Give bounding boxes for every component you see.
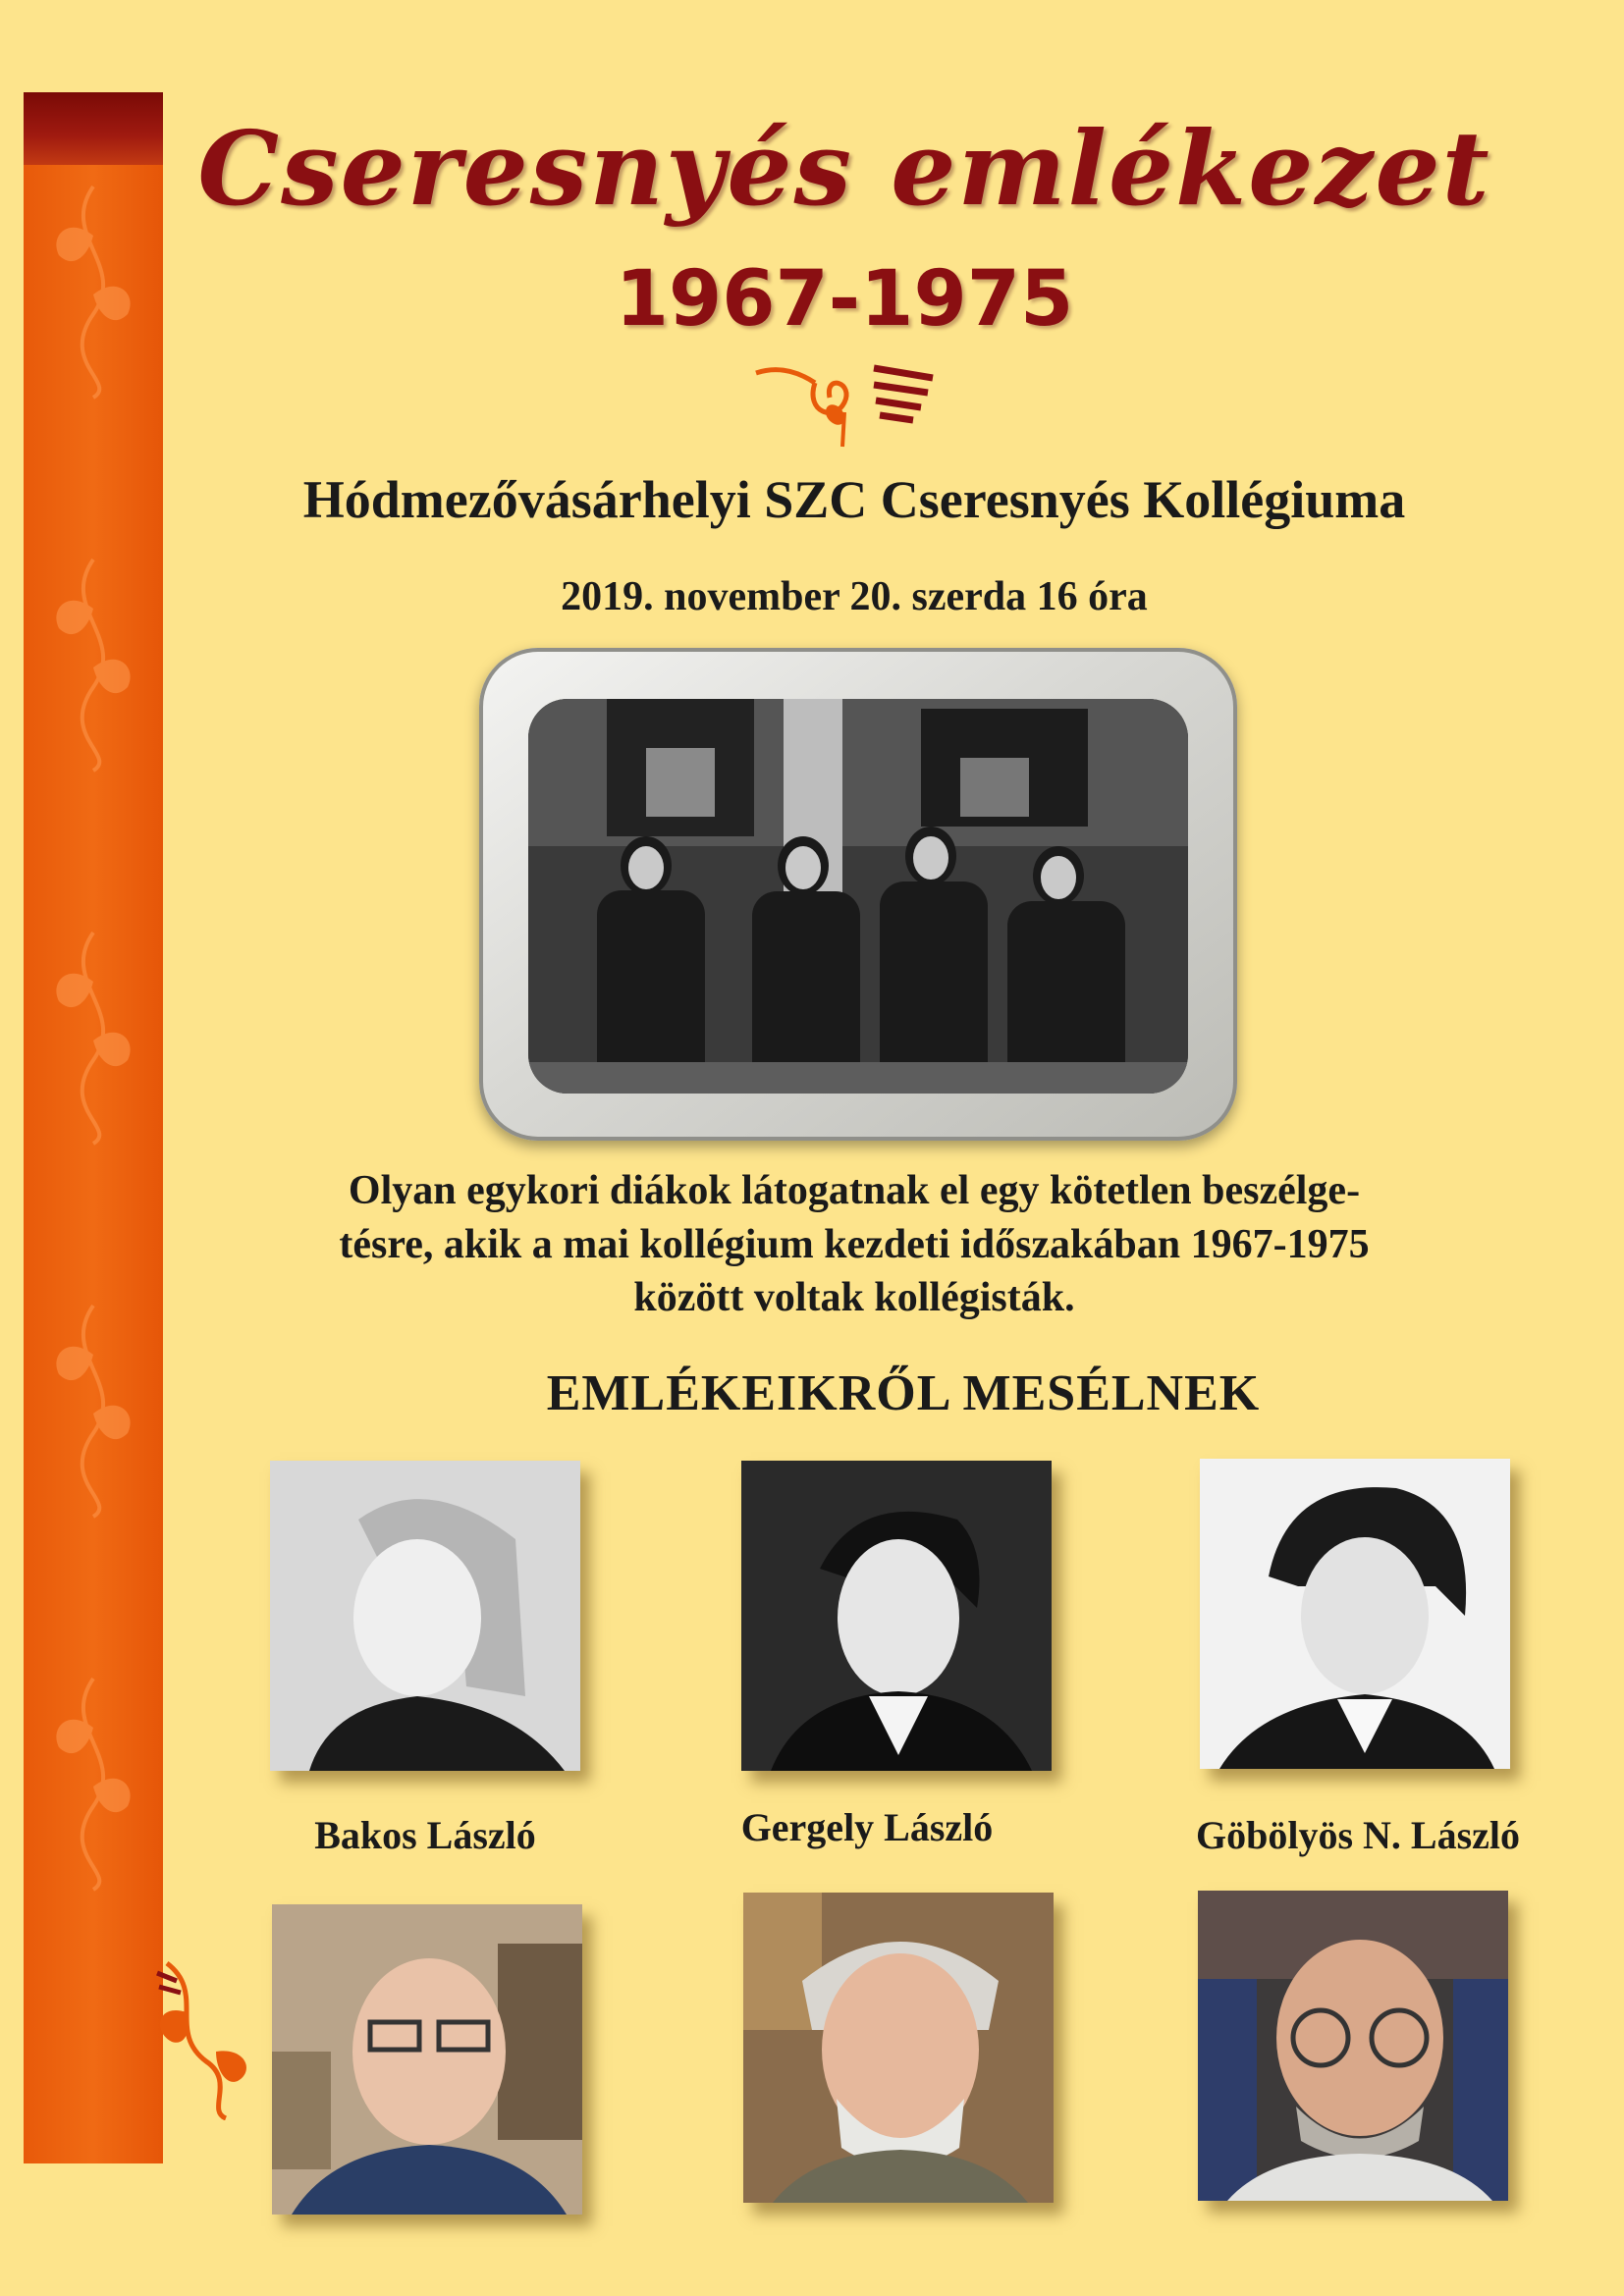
floral-ornament-icon <box>29 923 157 1148</box>
description-line: Olyan egykori diákok látogatnak el egy kötetlen beszélge- <box>348 1168 1361 1213</box>
event-description <box>167 1164 1542 1325</box>
speaker-name: Gergely László <box>740 1805 994 1849</box>
floral-ornament-icon <box>29 550 157 775</box>
event-datetime: 2019. november 20. szerda 16 óra <box>561 574 1148 619</box>
event-title: Cseresnyés emlékezet <box>197 108 1491 229</box>
speaker-portrait-young <box>1200 1459 1510 1769</box>
floral-ornament-icon <box>29 1296 157 1522</box>
speaker-portrait-young <box>270 1461 580 1771</box>
corner-flourish-icon <box>147 1953 265 2120</box>
speaker-portrait-current <box>743 1893 1054 2203</box>
event-years: 1967-1975 <box>615 255 1074 344</box>
title-flourish-icon <box>746 353 943 452</box>
description-line: között voltak kollégisták. <box>633 1275 1075 1321</box>
speaker-portrait-current <box>272 1904 582 2215</box>
speaker-name: Bakos László <box>314 1813 536 1857</box>
speakers-heading: EMLÉKEIKRŐL MESÉLNEK <box>546 1365 1261 1421</box>
banner-top-cap <box>24 92 163 165</box>
group-photo <box>528 699 1188 1094</box>
floral-ornament-icon <box>29 177 157 402</box>
speaker-portrait-current <box>1198 1891 1508 2201</box>
speaker-name: Göbölyös N. László <box>1195 1813 1521 1857</box>
institution-name: Hódmezővásárhelyi SZC Cseresnyés Kollégiuma <box>302 470 1406 529</box>
description-line: tésre, akik a mai kollégium kezdeti időszakában 1967-1975 <box>339 1221 1370 1267</box>
floral-ornament-icon <box>29 1669 157 1895</box>
speaker-portrait-young <box>741 1461 1052 1771</box>
